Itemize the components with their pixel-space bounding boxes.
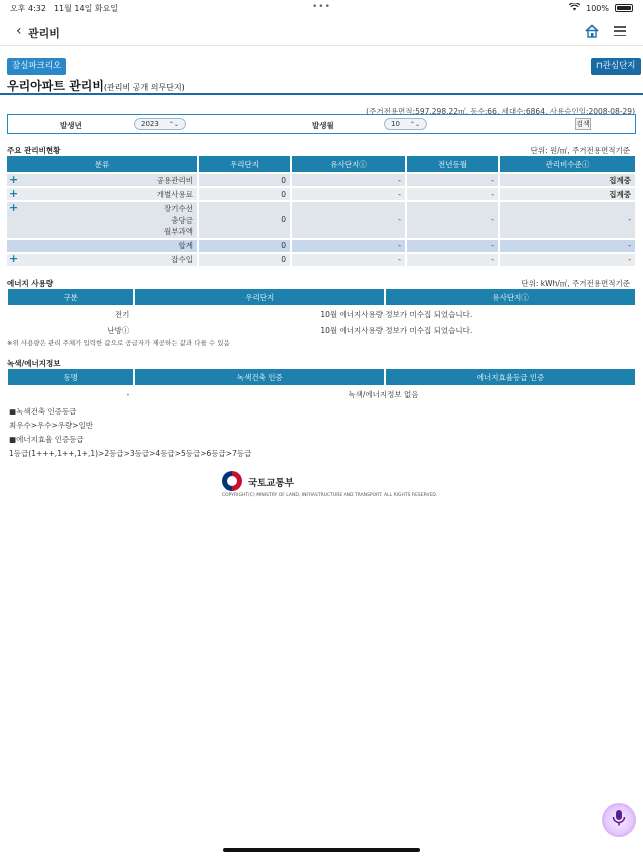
battery-icon — [615, 4, 633, 12]
grade-note-line: 1등급(1+++,1++,1+,1)>2등급>3등급>4등급>5등급>6등급>7등급 — [9, 449, 252, 458]
col-header: 관리비수준ⓘ — [500, 156, 635, 172]
bookmark-icon: ⊓ — [596, 61, 603, 71]
table-row — [7, 188, 635, 200]
grade-notes — [9, 405, 251, 461]
prev-year-cell: - — [407, 254, 498, 266]
status-time: 오후 4:32 — [10, 3, 46, 13]
energy-category: 난방ⓘ — [107, 325, 130, 335]
category-cell — [7, 202, 197, 238]
table-row-total — [7, 240, 635, 252]
title-divider — [0, 93, 643, 95]
search-button[interactable]: 검색 — [576, 120, 590, 128]
table-header-row — [8, 369, 635, 385]
expand-plus-icon[interactable]: + — [9, 172, 19, 186]
back-chevron-icon[interactable]: ‹ — [16, 23, 22, 39]
energy-category: 전기 — [114, 309, 130, 319]
table-row — [8, 307, 635, 321]
col-header: 동명 — [8, 369, 133, 385]
col-header: 유사단지ⓘ — [386, 289, 635, 305]
level-cell: - — [500, 202, 635, 238]
level-cell: - — [500, 254, 635, 266]
battery-percent: 100% — [586, 3, 609, 13]
month-label: 발생월 — [312, 121, 334, 130]
apartment-select-button[interactable]: 잠실파크리오 — [7, 58, 66, 75]
ours-cell: 0 — [199, 174, 290, 186]
voice-assistant-button[interactable] — [602, 803, 636, 837]
home-indicator[interactable] — [223, 848, 420, 852]
grade-note-line: 최우수>우수>우량>일반 — [9, 421, 94, 430]
nav-bar — [0, 18, 643, 46]
ministry-name: 국토교통부 — [248, 478, 294, 489]
table-header-row — [8, 289, 635, 305]
month-select-value: 10 — [391, 120, 400, 128]
expand-plus-icon[interactable]: + — [9, 186, 19, 200]
col-header: 전년동월 — [407, 156, 498, 172]
category-label: 장기수선 충당금 월부과액 — [164, 204, 193, 236]
category-cell — [7, 174, 197, 186]
main-fee-table — [5, 154, 637, 268]
table-row — [7, 202, 635, 238]
wifi-icon — [569, 3, 580, 13]
home-icon[interactable] — [584, 23, 600, 39]
ours-cell: 0 — [199, 240, 290, 252]
year-select[interactable] — [134, 118, 186, 130]
main-fee-section-title: 주요 관리비현황 — [7, 146, 61, 155]
page-title-text: 우리아파트 관리비 — [7, 79, 104, 93]
prev-year-cell: - — [407, 174, 498, 186]
copyright-text: COPYRIGHT(C) MINISTRY OF LAND, INFRASTRUCTURE AND TRANSPORT. ALL RIGHTS RESERVED. — [222, 493, 438, 498]
green-table — [6, 367, 637, 403]
status-bar — [0, 0, 643, 16]
level-cell: - — [500, 240, 635, 252]
government-seal-logo — [222, 471, 242, 491]
similar-cell: - — [292, 188, 405, 200]
similar-cell: - — [292, 174, 405, 186]
ours-cell: 0 — [199, 254, 290, 266]
dong-cell: - — [126, 389, 130, 399]
similar-cell: - — [292, 202, 405, 238]
table-row — [7, 254, 635, 266]
table-row — [7, 174, 635, 186]
year-label: 발생년 — [60, 121, 82, 130]
col-header: 에너지효율등급 인증 — [386, 369, 635, 385]
col-header: 분류 — [7, 156, 197, 172]
col-header: 구분 — [8, 289, 133, 305]
category-label: 잡수입 — [171, 255, 193, 264]
table-row — [8, 387, 635, 401]
table-header-row — [7, 156, 635, 172]
chevron-updown-icon: ⌃⌄ — [409, 121, 420, 128]
similar-cell: - — [292, 240, 405, 252]
expand-plus-icon[interactable]: + — [9, 252, 19, 265]
prev-year-cell: - — [407, 188, 498, 200]
main-fee-unit: 단위: 원/㎡, 주거전용면적기준 — [530, 146, 630, 155]
category-cell — [7, 188, 197, 200]
year-select-value: 2023 — [141, 120, 159, 128]
energy-table — [6, 287, 637, 339]
page-title — [7, 77, 185, 94]
expand-plus-icon[interactable]: + — [9, 201, 19, 214]
nav-title[interactable]: 관리비 — [28, 27, 60, 40]
ministry-footer — [222, 471, 438, 501]
energy-footnote: ※위 사용량은 관리 주체가 입력한 값으로 공급자가 제공하는 값과 다를 수 있음 — [7, 339, 230, 347]
energy-section-title: 에너지 사용량 — [7, 279, 54, 288]
green-message: 녹색/에너지정보 없음 — [348, 389, 419, 399]
energy-message: 10월 에너지사용량 정보가 미수집 되었습니다. — [320, 309, 473, 319]
grade-note-line: ■에너지효율 인증등급 — [9, 435, 84, 444]
prev-year-cell: - — [407, 202, 498, 238]
ours-cell: 0 — [199, 188, 290, 200]
chevron-updown-icon: ⌃⌄ — [168, 121, 179, 128]
table-row — [8, 323, 635, 337]
col-header: 유사단지ⓘ — [292, 156, 405, 172]
level-cell: 집계중 — [500, 174, 635, 186]
favorite-complex-label: 관심단지 — [602, 61, 636, 71]
hamburger-menu-icon[interactable] — [614, 26, 626, 36]
status-date: 11월 14일 화요일 — [53, 3, 119, 13]
category-cell — [7, 254, 197, 266]
ours-cell: 0 — [199, 202, 290, 238]
level-cell: 집계중 — [500, 188, 635, 200]
search-filter-box — [7, 114, 636, 134]
multitasking-dots-icon[interactable]: ••• — [312, 2, 331, 12]
category-label: 합계 — [7, 240, 197, 252]
similar-cell: - — [292, 254, 405, 266]
category-label: 공용관리비 — [156, 175, 193, 185]
grade-note-line: ■녹색건축 인증등급 — [9, 407, 77, 416]
page-subtitle: (관리비 공개 의무단지) — [103, 83, 185, 92]
energy-unit: 단위: kWh/㎡, 주거전용면적기준 — [521, 279, 630, 288]
favorite-complex-button[interactable] — [591, 58, 641, 75]
col-header: 우리단지 — [135, 289, 384, 305]
microphone-icon — [611, 809, 627, 831]
col-header: 녹색건축 인증 — [135, 369, 384, 385]
category-label: 개별사용료 — [156, 189, 193, 199]
green-section-title: 녹색/에너지정보 — [7, 359, 61, 368]
complex-meta-info: (주거전용면적:597,298.22㎡, 동수:66, 세대수:6864, 사용승인일:2008-08-29) — [366, 107, 635, 116]
month-select[interactable] — [384, 118, 427, 130]
energy-message: 10월 에너지사용량 정보가 미수집 되었습니다. — [320, 325, 473, 335]
col-header: 우리단지 — [199, 156, 290, 172]
prev-year-cell: - — [407, 240, 498, 252]
